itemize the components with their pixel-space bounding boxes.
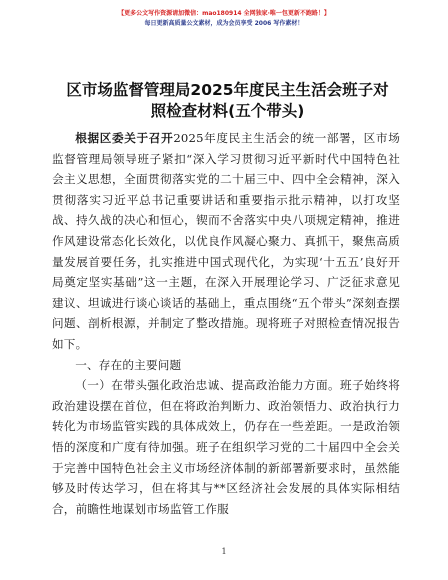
promo-banner [0,9,448,29]
intro-text: 2025年度民主生活会的统一部署，区市场监督管理局领导班子紧扣“深入学习贯彻习近平新时代中国特色社会主义思想，全面贯彻落实党的二十届三中、四中全会精神，深入贯彻落实习近平总书记重要讲话和重要指示批示精神，以打攻坚战、持久战的决心和恒心，锲而不舍落实中央八项规定精神，推进作风建设常态化长效化，以优良作风凝心聚力、真抓干，聚焦高质量发展首要任务，扎实推进中国式现代化，为实现‘十五五’良好开局奠定坚实基础”这一主题，在深入开展理论学习、广泛征求意见建议、坦诚进行谈心谈话的基础上，重点围绕“五个带头”深刻查摆问题、剖析根源，并制定了整改措施。现将班子对照检查情况报告如下。 [52,131,400,351]
document-body [52,128,400,519]
document-title: 区市场监督管理局2025年度民主生活会班子对照检查材料(五个带头) [66,81,389,120]
item-paragraph: （一）在带头强化政治忠诚、提高政治能力方面。班子始终将政治建设摆在首位，但在将政治判断力、政治领悟力、政治执行力转化为市场监管实践的具体成效上，仍存在一些差距。一是政治领悟的深度和广度有待加强。班子在组织学习党的二十届四中全会关于完善中国特色社会主义市场经济体制的新部署新要求时，虽然能够及时传达学习，但在将其与**区经济社会发展的具体实际相结合，前瞻性地谋划市场监管工作服 [52,378,400,516]
section-heading: 一、存在的主要问题 [75,357,182,372]
banner-line-2: 每日更新高质量公文素材，成为会员享受 2006 写作素材！ [144,20,304,27]
page-number: 1 [221,547,227,556]
intro-paragraph [52,128,400,355]
intro-lead: 根据区委关于召开 [75,131,174,145]
banner-line-1: 【更多公文写作资源请加微信：mao180914 全网独家·唯一包更新不跑路！】 [118,10,330,17]
